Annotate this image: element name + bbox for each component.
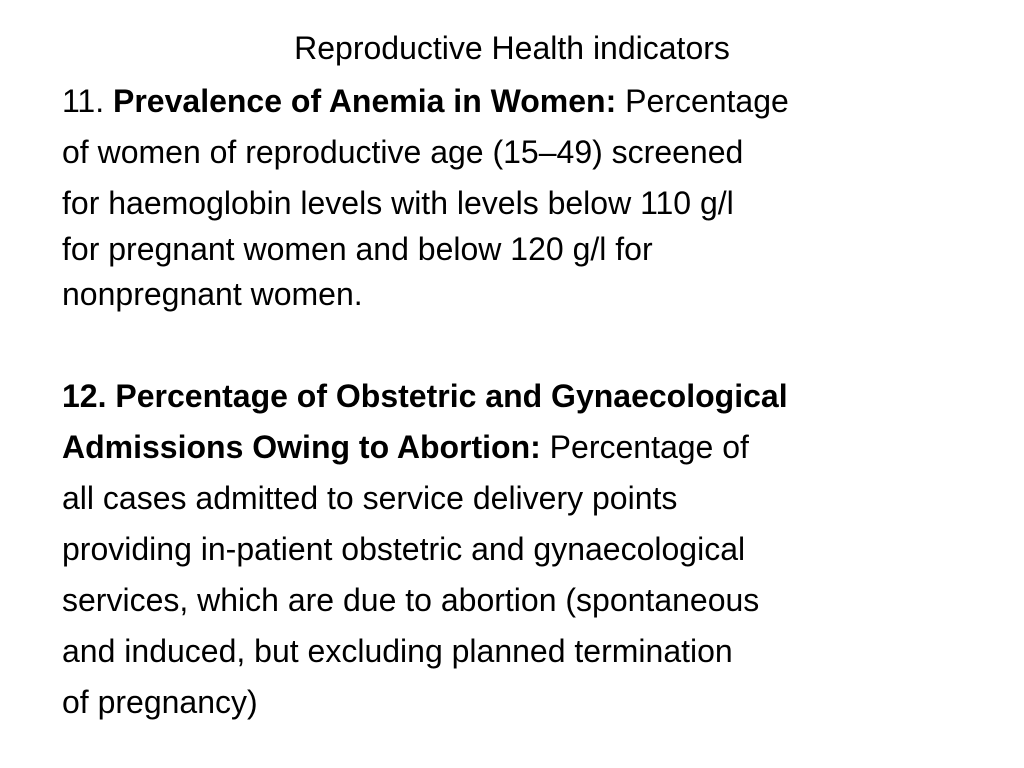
slide-title: Reproductive Health indicators: [294, 30, 730, 66]
indicator-11-line-3: for haemoglobin levels with levels below 110 g/l: [62, 185, 734, 221]
indicator-11-line-5: nonpregnant women.: [62, 276, 363, 312]
indicator-12-line-3: all cases admitted to service delivery points: [62, 480, 678, 516]
indicator-12: [62, 371, 962, 728]
indicator-12-line-4: providing in-patient obstetric and gynaecological: [62, 531, 746, 567]
indicator-12-line-5: services, which are due to abortion (spontaneous: [62, 582, 760, 618]
indicator-12-line-6: and induced, but excluding planned termination: [62, 633, 733, 669]
indicator-11-line-2: of women of reproductive age (15–49) screened: [62, 134, 744, 170]
indicator-12-heading-line-1: 12. Percentage of Obstetric and Gynaecological: [62, 378, 788, 414]
indicator-11-line-1-text: Percentage: [625, 83, 789, 119]
indicator-12-line-2: [62, 422, 962, 473]
indicator-12-heading-line-2: Admissions Owing to Abortion:: [62, 429, 541, 465]
indicator-11-number: 11.: [62, 83, 105, 119]
indicator-12-line-2-text: Percentage of: [549, 429, 749, 465]
indicator-11-heading: Prevalence of Anemia in Women:: [113, 83, 617, 119]
indicator-11: [62, 76, 962, 320]
indicator-11-line-1: [62, 76, 962, 127]
indicator-12-line-7: of pregnancy): [62, 684, 258, 720]
indicator-11-line-4: for pregnant women and below 120 g/l for: [62, 231, 653, 267]
